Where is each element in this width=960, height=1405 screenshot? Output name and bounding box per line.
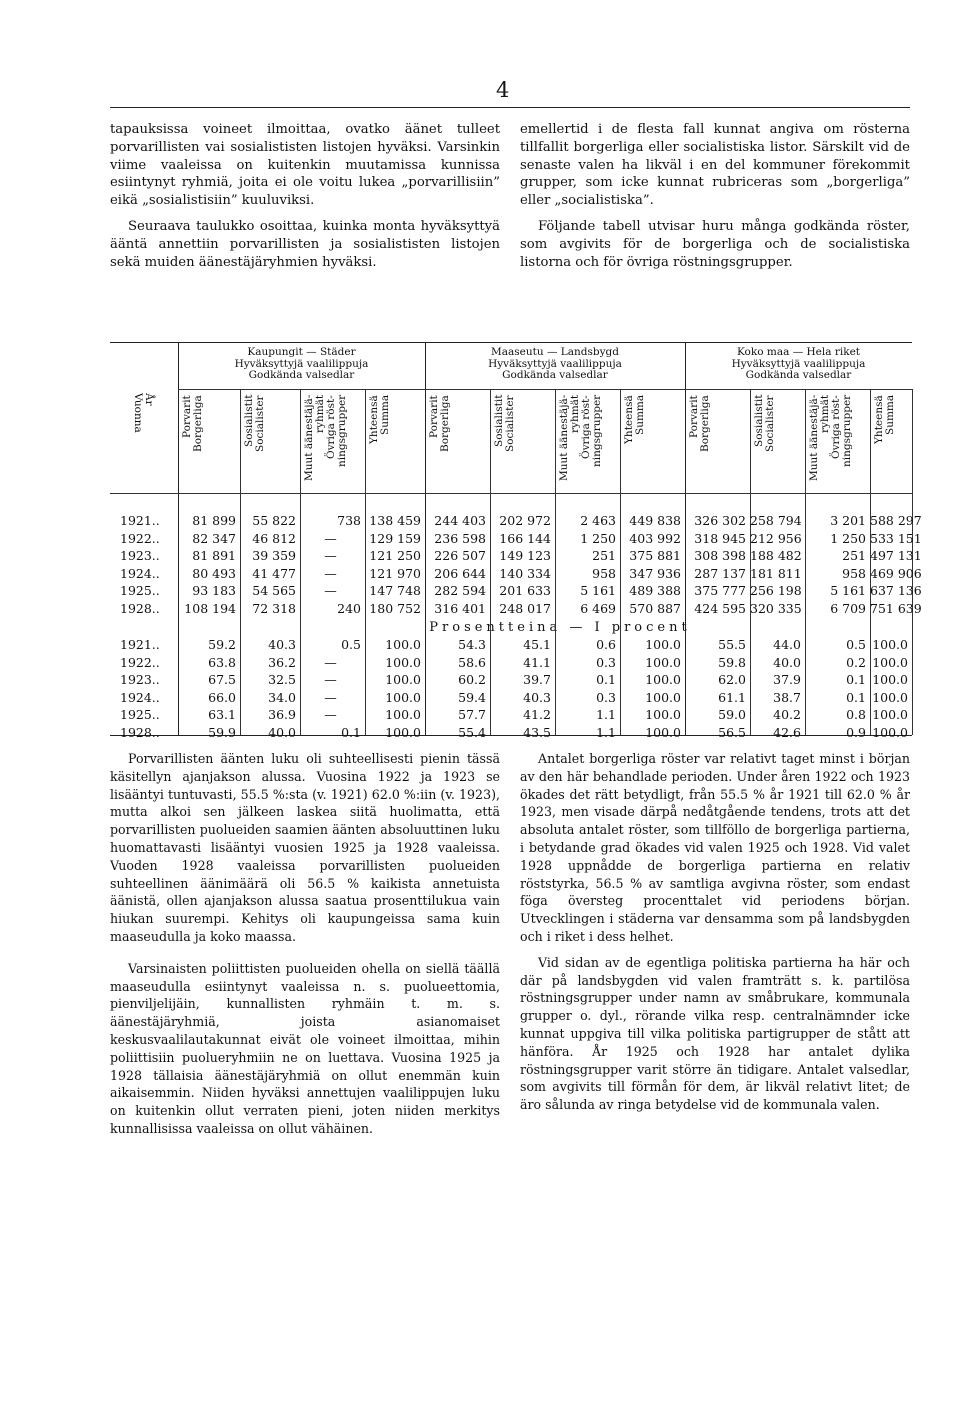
column-header: Sosialistit Socialister [753,395,776,452]
percent-cell: 43.5 [523,725,551,740]
column-header: Sosialistit Socialister [493,395,516,452]
percent-cell: 100.0 [385,689,421,705]
percent-cell: 59.9 [208,725,236,740]
column-header: Muut äänestäjä- ryhmät Övriga röst- ningsgrupper [558,395,603,482]
count-cell: 424 595 [694,601,746,616]
count-cell: 1 250 [580,530,616,546]
count-cell: 147 748 [369,583,421,599]
percent-cell: 36.2 [268,654,296,670]
group-sub1: Hyväksyttyjä vaalilippuja [488,357,622,370]
column-header: Porvarit Borgerliga [181,395,204,452]
count-cell: 287 137 [694,565,746,581]
group-sub2: Godkända valsedlar [502,369,608,381]
count-cell: 149 123 [499,548,551,564]
percent-cell: 0.1 [596,672,616,688]
group-sub2: Godkända valsedlar [248,369,355,381]
percent-cell: 100.0 [385,637,421,652]
percent-cell: 36.9 [268,707,296,723]
percent-cell: 100.0 [385,654,421,670]
count-cell: 637 136 [870,583,922,599]
group-title: Kaupungit — Städer [247,346,356,358]
percent-cell: 1.1 [596,725,616,740]
percent-cell: 44.0 [773,637,801,652]
percent-year: 1924.. [120,689,160,705]
count-cell: 320 335 [750,601,802,616]
count-cell: 82 347 [192,530,236,546]
group-title: Maaseutu — Landsbygd [491,346,619,358]
percent-cell: 59.8 [718,654,746,670]
header-divider [110,493,912,494]
percent-cell: 0.1 [341,725,361,740]
count-cell: 489 388 [629,583,681,599]
group-subheader-divider [178,389,912,390]
percent-cell: — [324,672,337,688]
column-header: Muut äänestäjä- ryhmät Övriga röst- ningsgrupper [303,395,348,482]
percent-cell: 0.3 [596,654,616,670]
percent-cell: 100.0 [645,725,681,740]
count-cell: 347 936 [629,565,681,581]
percent-cell: 37.9 [773,672,801,688]
count-cell: 129 159 [369,530,421,546]
percent-cell: 41.2 [523,707,551,723]
body-sv-paragraph-1: Antalet borgerliga röster var relativt taget minst i början av den här behandlade perioden. Under åren 1922 och 1923 ökades det rätt betydligt, från 55.5 % år 1921 till 62.0 % år 1923, men visade därpå nedåtgående tendens, trots att det absoluta antalet röster, som tillföllo de borgerliga partierna, i betydande grad ökades vid valen 1925 och 1928. Vid valet 1928 uppnådde de borgerliga partierna en relativ röststyrka, 56.5 % av samtliga avgivna röster, som endast föga översteg procenttalet vid periodens början. Utvecklingen i städerna var densamma som på landsbygden och i riket i dess helhet. [520,751,910,944]
count-cell: 180 752 [369,601,421,616]
percent-cell: 58.6 [458,654,486,670]
year-column-header: Vuonna År [132,393,155,433]
count-cell: 251 [842,548,866,564]
count-cell: 326 302 [694,513,746,528]
intro-fi-paragraph-2: Seuraava taulukko osoittaa, kuinka monta hyväksyttyä ääntä annettiin porvarillisten ja sosialististen listojen sekä muiden äänestäjäryhmien hyväksi. [110,218,500,270]
column-header: Porvarit Borgerliga [428,395,451,452]
percent-cell: 40.0 [268,725,296,740]
percent-cell: 66.0 [208,689,236,705]
count-cell: 375 881 [629,548,681,564]
count-cell: 256 198 [750,583,802,599]
count-year: 1928.. [120,601,160,616]
percent-cell: 100.0 [872,689,908,705]
group-header-1 [425,347,685,382]
percent-cell: 100.0 [645,689,681,705]
intro-sv-paragraph-1: emellertid i de flesta fall kunnat angiva om rösterna tillfallit borgerliga eller socialistiska listor. Särskilt vid de senaste valen ha likväl i en del kommuner förekommit grupper, som icke kunnat rubriceras som „borgerliga” eller „socialistiska”. [520,122,910,209]
column-header: Yhteensä Summa [623,395,646,444]
percent-cell: 59.0 [718,707,746,723]
percent-cell: 0.1 [846,689,866,705]
count-cell: 958 [592,565,616,581]
election-results-table [110,342,922,740]
count-cell: 81 899 [192,513,236,528]
percent-cell: 0.2 [846,654,866,670]
percent-cell: 55.5 [718,637,746,652]
percent-cell: 45.1 [523,637,551,652]
count-cell: 138 459 [369,513,421,528]
count-cell: 375 777 [694,583,746,599]
percent-cell: 38.7 [773,689,801,705]
percent-cell: 40.3 [268,637,296,652]
percent-cell: 100.0 [385,707,421,723]
count-cell: 72 318 [252,601,296,616]
count-cell: 5 161 [580,583,616,599]
count-cell: 81 891 [192,548,236,564]
percent-cell: 41.1 [523,654,551,670]
group-sub2: Godkända valsedlar [745,369,852,381]
count-year: 1925.. [120,583,160,599]
percent-cell: 57.7 [458,707,486,723]
percent-cell: 54.3 [458,637,486,652]
count-cell: 2 463 [580,513,616,528]
count-cell: 533 151 [870,530,922,546]
percent-cell: 0.3 [596,689,616,705]
group-title: Koko maa — Hela riket [736,346,861,358]
body-swedish [520,750,910,1114]
count-cell: 226 507 [434,548,486,564]
count-cell: 202 972 [499,513,551,528]
body-fi-paragraph-1: Porvarillisten äänten luku oli suhteellisesti pienin tässä käsitellyn ajanjakson alussa. Vuosina 1922 ja 1923 se lisääntyi tuntuvasti, 55.5 %:sta (v. 1921) 62.0 %:iin (v. 1923), mutta alkoi sen jälkeen laskea siitä huolimatta, että porvarillisten puolueiden saamien äänten absoluuttinen luku huomattavasti lisääntyi vuosien 1925 ja 1928 vaaleissa. Vuoden 1928 vaaleissa porvarillisten puolueiden suhteellinen äänimäärä oli 56.5 % kaikista annetuista äänistä, ollen ajanjakson alussa saatua prosenttilukua vain hiukan suurempi. Kehitys oli kaupungeissa sama kuin maaseudulla ja koko maassa. [110,751,500,944]
percent-cell: 100.0 [645,654,681,670]
count-cell: 244 403 [434,513,486,528]
percent-cell: 100.0 [645,637,681,652]
percent-cell: 32.5 [268,672,296,688]
percent-cell: 0.5 [341,637,361,652]
percent-cell: 100.0 [385,725,421,740]
count-cell: 248 017 [499,601,551,616]
header-rule [110,107,910,108]
count-cell: 738 [337,513,361,528]
percent-cell: 40.2 [773,707,801,723]
count-year: 1924.. [120,565,160,581]
count-cell: — [324,530,337,546]
count-cell: 497 131 [870,548,922,564]
count-cell: 54 565 [252,583,296,599]
body-sv-paragraph-2: Vid sidan av de egentliga politiska partierna ha här och där på landsbygden vid valen framträtt s. k. partilösa röstningsgrupper under namn av småbrukare, kommunala grupper o. dyl., rörande vilka resp. centralnämnder icke kunnat uppgiva till vilka politiska partigrupper de stått att hänföra. År 1925 och 1928 har antalet dylika röstningsgrupper varit större än tidigare. Antalet valsedlar, som avgivits till förmån för dem, är likväl relativt litet; de äro sålunda av ringa betydelse vid de kommunala valen. [520,954,910,1113]
column-header: Yhteensä Summa [873,395,896,444]
count-year: 1923.. [120,548,160,564]
body-fi-paragraph-2: Varsinaisten poliittisten puolueiden ohella on siellä täällä maaseudulla esiintynyt vaaleissa n. s. puolueettomia, pienviljelijäin, kunnallisten ryhmäin t. m. s. äänestäjäryhmiä, joista asianomaiset keskusvaalilautakunnat eivät ole voineet ilmoittaa, mihin poliittisiin puolueryhmiin ne on luettava. Vuosina 1925 ja 1928 tällaisia äänestäjäryhmiä on ollut enemmän kuin aikaisemmin. Niiden hyväksi annettujen vaalilippujen luku on kuitenkin ollut verraten pieni, joten niiden merkitys kunnallisissa vaaleissa on ollut vähäinen. [110,960,500,1136]
intro-fi-paragraph-1: tapauksissa voineet ilmoittaa, ovatko äänet tulleet porvarillisten vai sosialististen listojen hyväksi. Varsinkin viime vaaleissa on kuitenkin muutamissa kunnissa esiintynyt ryhmiä, joita ei ole voitu lukea „porvarillisiin” eikä „sosialistisiin” kuuluviksi. [110,122,500,209]
percent-cell: 59.2 [208,637,236,652]
group-header-0 [178,347,425,382]
percent-cell: 56.5 [718,725,746,740]
count-cell: 469 906 [870,565,922,581]
column-header: Yhteensä Summa [368,395,391,444]
count-cell: — [324,548,337,564]
column-header: Porvarit Borgerliga [688,395,711,452]
percent-cell: 34.0 [268,689,296,705]
count-cell: 166 144 [499,530,551,546]
count-cell: 108 194 [184,601,236,616]
intro-sv-paragraph-2: Följande tabell utvisar huru många godkända röster, som avgivits för de borgerliga och de socialistiska listorna och för övriga röstningsgrupper. [520,218,910,270]
count-cell: 751 639 [870,601,922,616]
percent-cell: 63.8 [208,654,236,670]
percent-cell: 100.0 [872,725,908,740]
intro-swedish [520,121,910,271]
percent-year: 1921.. [120,637,160,652]
percent-cell: 60.2 [458,672,486,688]
count-cell: 1 250 [830,530,866,546]
percent-cell: 61.1 [718,689,746,705]
count-cell: 318 945 [694,530,746,546]
count-cell: 316 401 [434,601,486,616]
percent-cell: 100.0 [872,637,908,652]
percent-year: 1923.. [120,672,160,688]
percent-year: 1928.. [120,725,160,740]
percent-cell: 100.0 [645,707,681,723]
count-year: 1921.. [120,513,160,528]
percent-cell: 55.4 [458,725,486,740]
count-year: 1922.. [120,530,160,546]
count-cell: 5 161 [830,583,866,599]
intro-finnish [110,121,500,271]
percent-cell: 59.4 [458,689,486,705]
count-cell: 201 633 [499,583,551,599]
group-sub1: Hyväksyttyjä vaalilippuja [731,357,866,370]
percent-cell: 40.3 [523,689,551,705]
column-header: Muut äänestäjä- ryhmät Övriga röst- ningsgrupper [808,395,853,482]
percent-cell: 62.0 [718,672,746,688]
count-cell: 121 250 [369,548,421,564]
count-cell: 570 887 [629,601,681,616]
percent-cell: 67.5 [208,672,236,688]
percent-cell: — [324,689,337,705]
count-cell: 3 201 [830,513,866,528]
page-number: 4 [496,78,510,102]
group-sub1: Hyväksyttyjä vaalilippuja [234,357,369,370]
count-cell: 588 297 [870,513,922,528]
count-cell: 140 334 [499,565,551,581]
percent-cell: — [324,707,337,723]
count-cell: 6 709 [830,601,866,616]
count-cell: 449 838 [629,513,681,528]
percent-cell: 0.6 [596,637,616,652]
percent-cell: 100.0 [645,672,681,688]
count-cell: 39 359 [252,548,296,564]
percent-cell: 100.0 [385,672,421,688]
percent-year: 1925.. [120,707,160,723]
percent-cell: 40.0 [773,654,801,670]
count-cell: 41 477 [252,565,296,581]
count-cell: — [324,565,337,581]
count-cell: 121 970 [369,565,421,581]
count-cell: — [324,583,337,599]
count-cell: 206 644 [434,565,486,581]
count-cell: 212 956 [750,530,802,546]
count-cell: 188 482 [750,548,802,564]
percent-cell: 100.0 [872,654,908,670]
percent-cell: 0.5 [846,637,866,652]
percent-cell: 100.0 [872,672,908,688]
percent-cell: 39.7 [523,672,551,688]
percent-cell: 0.9 [846,725,866,740]
percent-cell: — [324,654,337,670]
percent-cell: 0.8 [846,707,866,723]
count-cell: 251 [592,548,616,564]
percent-cell: 1.1 [596,707,616,723]
percent-cell: 0.1 [846,672,866,688]
body-finnish [110,750,500,1138]
count-cell: 240 [337,601,361,616]
percent-section-title: Prosentteina — I procent [429,620,691,635]
percent-cell: 63.1 [208,707,236,723]
percent-cell: 100.0 [872,707,908,723]
count-cell: 46 812 [252,530,296,546]
count-cell: 308 398 [694,548,746,564]
count-cell: 6 469 [580,601,616,616]
count-cell: 55 822 [252,513,296,528]
count-cell: 403 992 [629,530,681,546]
column-header: Sosialistit Socialister [243,395,266,452]
percent-year: 1922.. [120,654,160,670]
count-cell: 181 811 [750,565,802,581]
count-cell: 282 594 [434,583,486,599]
count-cell: 958 [842,565,866,581]
count-cell: 80 493 [192,565,236,581]
percent-cell: 42.6 [773,725,801,740]
count-cell: 93 183 [192,583,236,599]
group-header-2 [685,347,912,382]
count-cell: 258 794 [750,513,802,528]
count-cell: 236 598 [434,530,486,546]
